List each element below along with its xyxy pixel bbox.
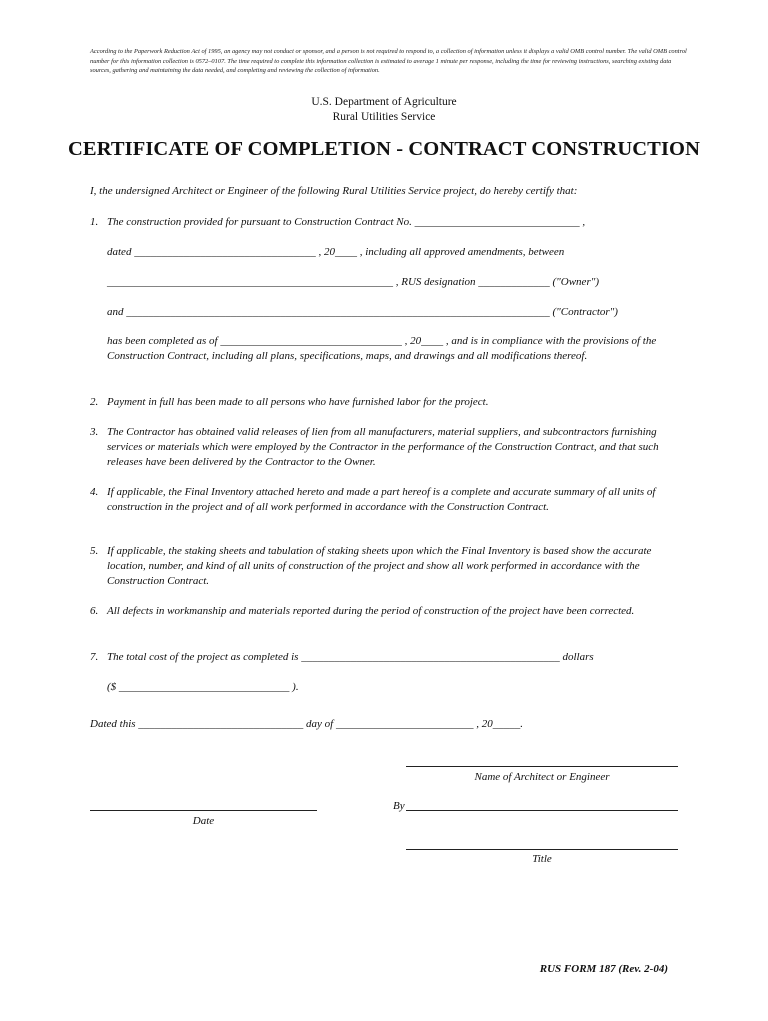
- item-1-number: 1.: [90, 216, 99, 228]
- item-6-text: All defects in workmanship and materials reported during the period of construction of the project have been corrected.: [107, 605, 635, 617]
- item-6-number: 6.: [90, 605, 99, 617]
- architect-name-caption: Name of Architect or Engineer: [474, 771, 610, 783]
- item-2-number: 2.: [90, 396, 99, 408]
- title-signature-line[interactable]: [406, 849, 678, 850]
- title-caption: Title: [532, 853, 552, 865]
- item-2-text: Payment in full has been made to all persons who have furnished labor for the project.: [107, 396, 489, 408]
- item-3-text: The Contractor has obtained valid releases of lien from all manufacturers, material suppliers, and subcontractors furnishing services or materials which were employed by the Contractor in the performance of the Construction Contract, and that such releases have been delivered by the Contractor to the Owner.: [107, 426, 659, 468]
- item-7-number: 7.: [90, 651, 99, 663]
- paperwork-reduction-notice: According to the Paperwork Reduction Act of 1995, an agency may not conduct or sponsor, and a person is not required to respond to, a collection of information unless it displays a valid OMB control number. The valid OMB control number for this information collection is 0572–0107. The time required to complete this information collection is estimated to average 1 minute per response, including the time for reviewing instructions, searching existing data sources, gathering and maintaining the data needed, and completing and reviewing the collection of information.: [90, 48, 687, 74]
- item-4-number: 4.: [90, 486, 99, 498]
- page-title: CERTIFICATE OF COMPLETION - CONTRACT CONSTRUCTION: [68, 138, 700, 160]
- date-caption: Date: [192, 815, 215, 827]
- item-1-completion-text: has been completed as of _________________________________ , 20____ , and is in compliance with the provisions of the Construction Contract, including all plans, specifications, maps, and drawings and all modifications thereof.: [107, 335, 657, 362]
- item-7-total-cost-line: The total cost of the project as completed is _______________________________________________ dollars: [107, 651, 594, 663]
- architect-name-signature-line[interactable]: [406, 766, 678, 767]
- item-5-number: 5.: [90, 545, 99, 557]
- item-4-text: If applicable, the Final Inventory attached hereto and made a part hereof is a complete and accurate summary of all units of construction in the project and of all work performed in accordance with the Construction Contract.: [107, 486, 656, 513]
- item-1-owner-line: ____________________________________________________ , RUS designation _____________ ("Owner"): [107, 276, 600, 288]
- date-signature-line[interactable]: [90, 810, 317, 811]
- item-1-contract-line: The construction provided for pursuant to Construction Contract No. ______________________________ ,: [107, 216, 586, 228]
- item-1-contractor-line: and _____________________________________________________________________________ ("Contractor"): [107, 306, 618, 318]
- by-label: By: [393, 800, 405, 812]
- item-1-dated-line: dated _________________________________ , 20____ , including all approved amendments, between: [107, 246, 565, 258]
- by-signature-line[interactable]: [406, 810, 678, 811]
- form-identifier: RUS FORM 187 (Rev. 2-04): [539, 963, 668, 975]
- certification-intro: I, the undersigned Architect or Engineer of the following Rural Utilities Service project, do hereby certify that:: [90, 185, 578, 197]
- item-3-number: 3.: [90, 426, 99, 438]
- agency-department: U.S. Department of Agriculture: [311, 96, 457, 108]
- dated-this-line: Dated this ______________________________ day of _________________________ , 20_____.: [90, 718, 523, 730]
- item-7-amount-line: ($ _______________________________ ).: [107, 681, 299, 693]
- item-5-text: If applicable, the staking sheets and tabulation of staking sheets upon which the Final Inventory is based show the accurate location, number, and kind of all units of construction of the project and show all work performed in accordance with the Construction Contract.: [107, 545, 652, 587]
- agency-service: Rural Utilities Service: [332, 111, 436, 123]
